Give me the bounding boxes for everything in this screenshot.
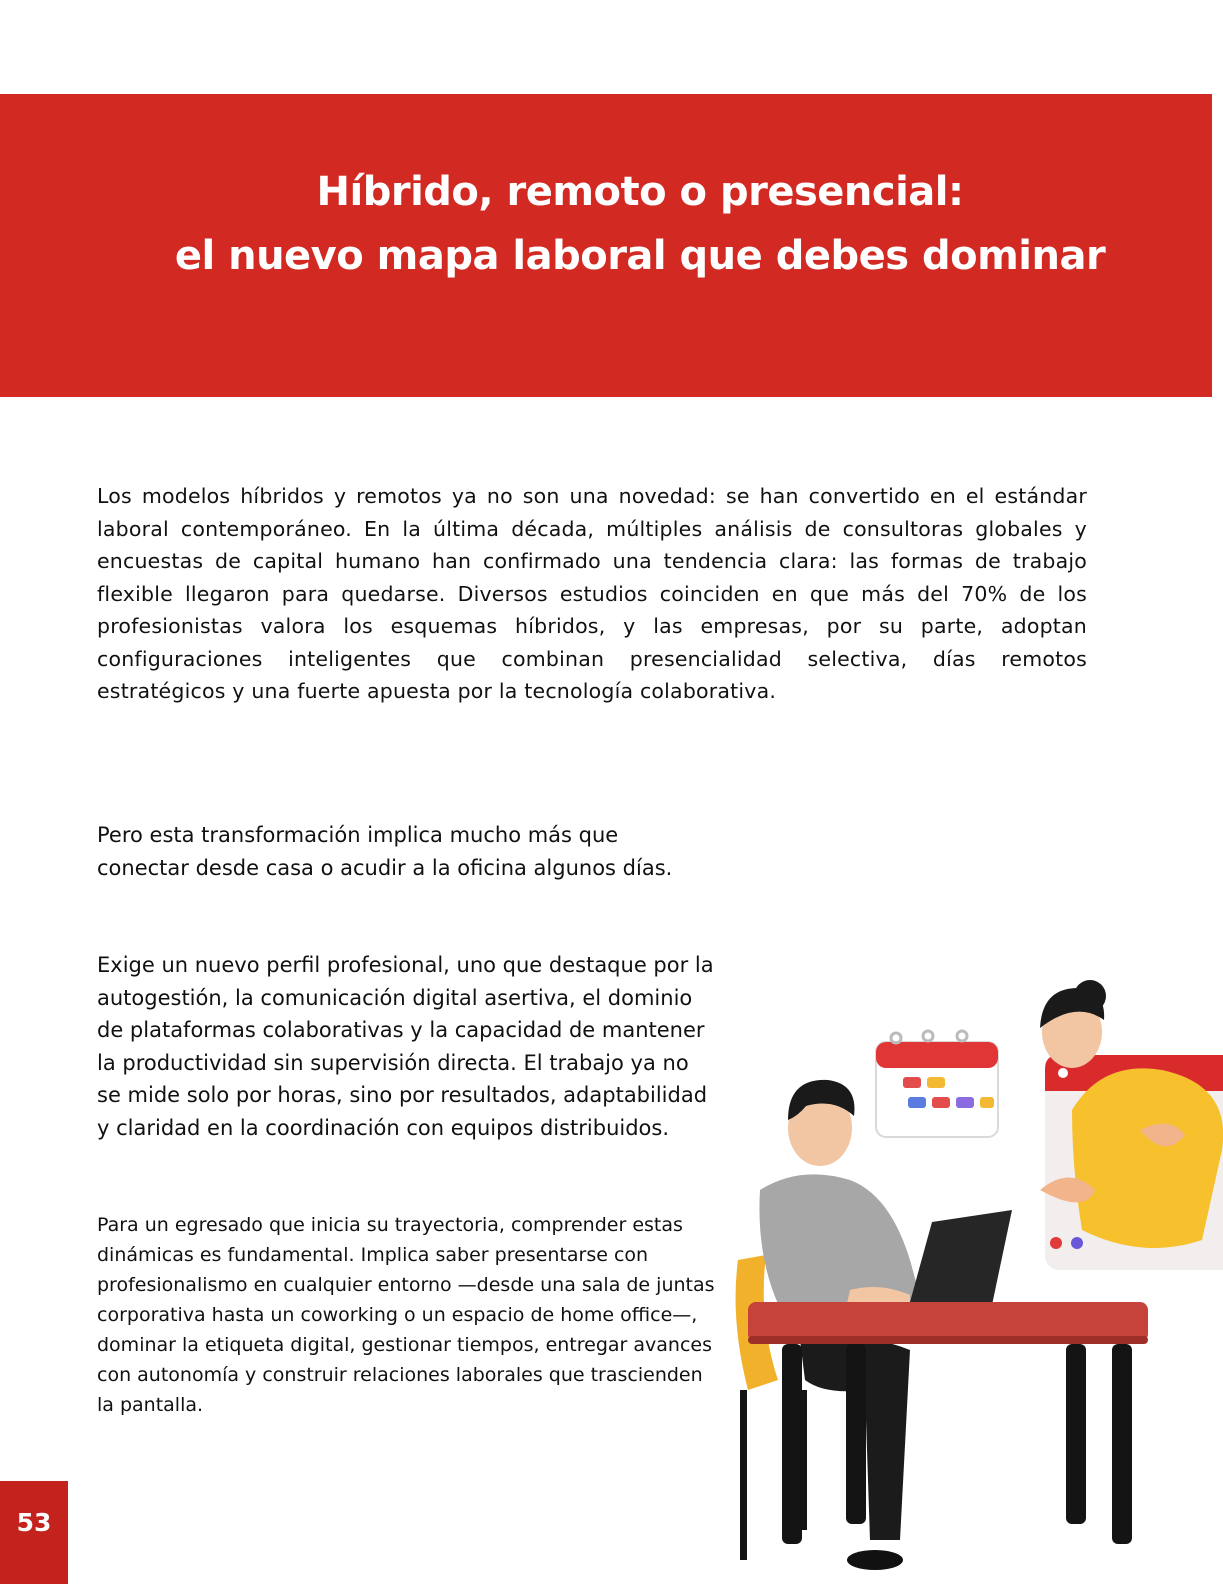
page-title-line-2: el nuevo mapa laboral que debes dominar (174, 233, 1106, 279)
desk (748, 1302, 1148, 1544)
body-paragraph-3: Exige un nuevo perfil profesional, uno que destaque por la autogestión, la comunicación digital asertiva, el dominio de plataformas colaborativas y la capacidad de mantener la productividad sin supervisión directa. El trabajo ya no se mide solo por horas, sino por resultados, adaptabilidad y claridad en la coordinación con equipos distribuidos. (97, 953, 714, 1140)
remote-work-illustration (700, 960, 1223, 1584)
calendar-icon (876, 1031, 998, 1137)
body-paragraph-4: Para un egresado que inicia su trayectoria, comprender estas dinámicas es fundamental. Implica saber presentarse con profesionalismo en cualquier entorno —desde una sala de juntas corporativa hasta un coworking o un espacio de home office—, dominar la etiqueta digital, gestionar tiempos, entregar avances con autonomía y construir relaciones laborales que trascienden la pantalla. (97, 1214, 715, 1416)
page-title-line-1: Híbrido, remoto o presencial: (316, 169, 964, 215)
page-title (0, 160, 1223, 288)
body-paragraph-2: Pero esta transformación implica mucho más que conectar desde casa o acudir a la oficina algunos días. (97, 823, 673, 880)
page-number: 53 (0, 1481, 68, 1584)
intro-paragraph: Los modelos híbridos y remotos ya no son una novedad: se han convertido en el estándar laboral contemporáneo. En la última década, múltiples análisis de consultoras globales y encuestas de capital humano han confirmado una tendencia clara: las formas de trabajo flexible llegaron para quedarse. Diversos estudios coinciden en que más del 70% de los profesionistas valora los esquemas híbridos, y las empresas, por su parte, adoptan configuraciones inteligentes que combinan presencialidad selectiva, días remotos estratégicos y una fuerte apuesta por la tecnología colaborativa. (97, 484, 1087, 703)
